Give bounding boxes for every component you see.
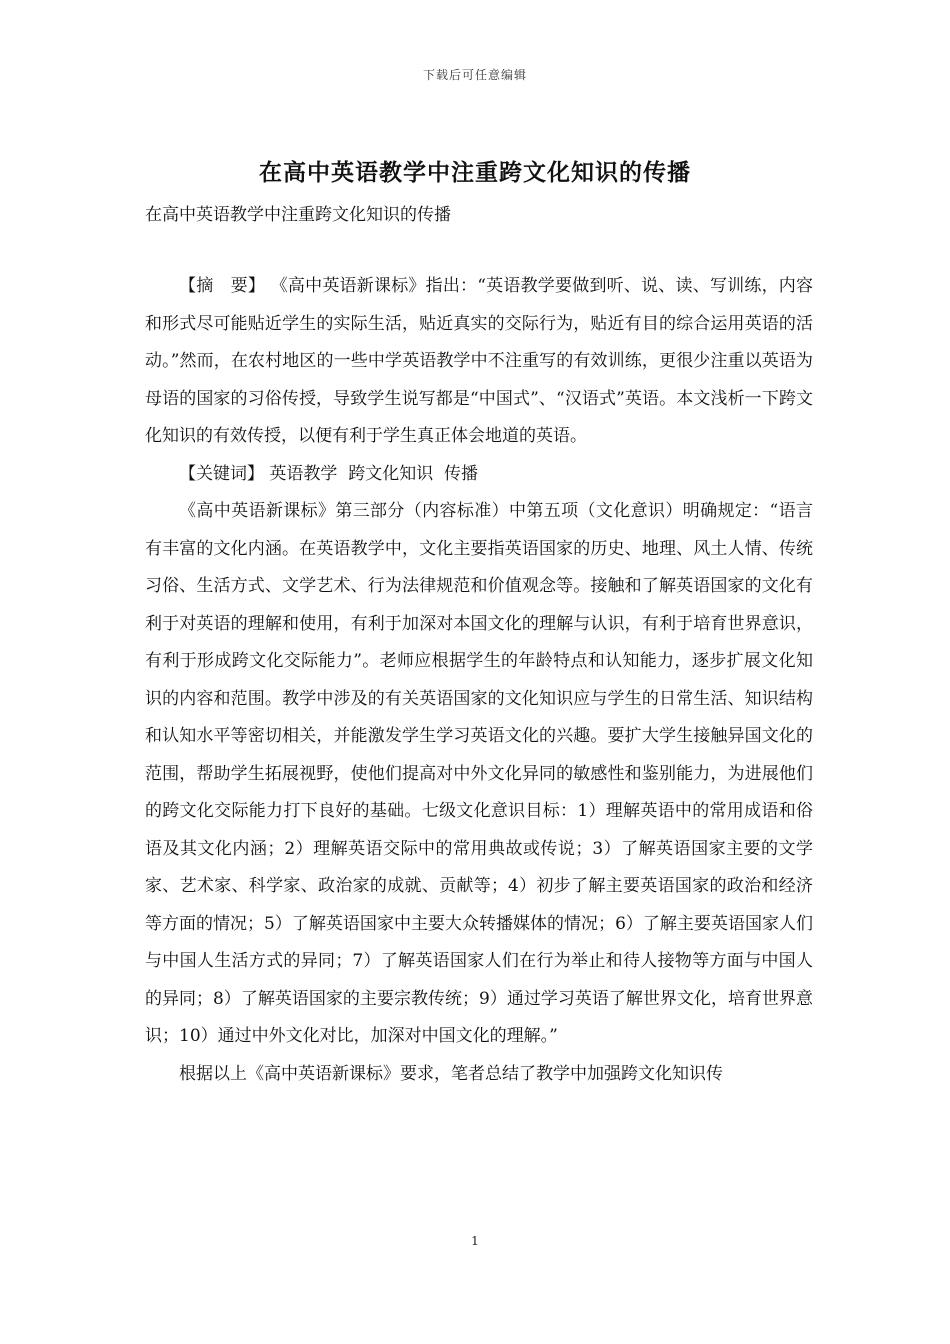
page-number: 1	[471, 1234, 479, 1248]
abstract-label: 【摘 要】	[179, 276, 266, 296]
body-paragraph: 根据以上《高中英语新课标》要求，笔者总结了教学中加强跨文化知识传	[179, 1063, 723, 1084]
header-note: 下载后可任意编辑	[422, 68, 527, 82]
abstract-paragraph	[145, 268, 813, 456]
body-paragraph: 《高中英语新课标》第三部分（内容标准）中第五项（文化意识）明确规定：“语言有丰富的文化内涵。在英语教学中，文化主要指英语国家的历史、地理、风土人情、传统习俗、生活方式、文学艺术、行为法律规范和价值观念等。接触和了解英语国家的文化有利于对英语的理解和使用，有利于加深对本国文化的理解与认识，有利于培育世界意识，有利于形成跨文化交际能力”。老师应根据学生的年龄特点和认知能力，逐步扩展文化知识的内容和范围。教学中涉及的有关英语国家的文化知识应与学生的日常生活、知识结构和认知水平等密切相关，并能激发学生学习英语文化的兴趣。要扩大学生接触异国文化的范围，帮助学生拓展视野，使他们提高对中外文化异同的敏感性和鉴别能力，为进展他们的跨文化交际能力打下良好的基础。七级文化意识目标：1）理解英语中的常用成语和俗语及其文化内涵；2）理解英语交际中的常用典故或传说；3）了解英语国家主要的文学家、艺术家、科学家、政治家的成就、贡献等；4）初步了解主要英语国家的政治和经济等方面的情况；5）了解英语国家中主要大众转播媒体的情况；6）了解主要英语国家人们与中国人生活方式的异同；7）了解英语国家人们在行为举止和待人接物等方面与中国人的异同；8）了解英语国家的主要宗教传统；9）通过学习英语了解世界文化，培育世界意识；10）通过中外文化对比，加深对中国文化的理解。”	[145, 501, 813, 1046]
document-body	[145, 268, 813, 1093]
document-title: 在高中英语教学中注重跨文化知识的传播	[259, 159, 691, 186]
keywords-label: 【关键词】	[179, 463, 264, 484]
keywords-paragraph	[145, 456, 813, 494]
abstract-text: 《高中英语新课标》指出：“英语教学要做到听、说、读、写训练，内容和形式尽可能贴近学生的实际生活，贴近真实的交际行为，贴近有目的综合运用英语的活动。”然而，在农村地区的一些中学英语教学中不注重写的有效训练，更很少注重以英语为母语的国家的习俗传授，导致学生说写都是“中国式”、“汉语式”英语。本文浅析一下跨文化知识的有效传授，以便有利于学生真正体会地道的英语。	[145, 276, 814, 446]
document-subtitle: 在高中英语教学中注重跨文化知识的传播	[145, 205, 451, 225]
keywords-text: 英语教学 跨文化知识 传播	[269, 463, 479, 484]
